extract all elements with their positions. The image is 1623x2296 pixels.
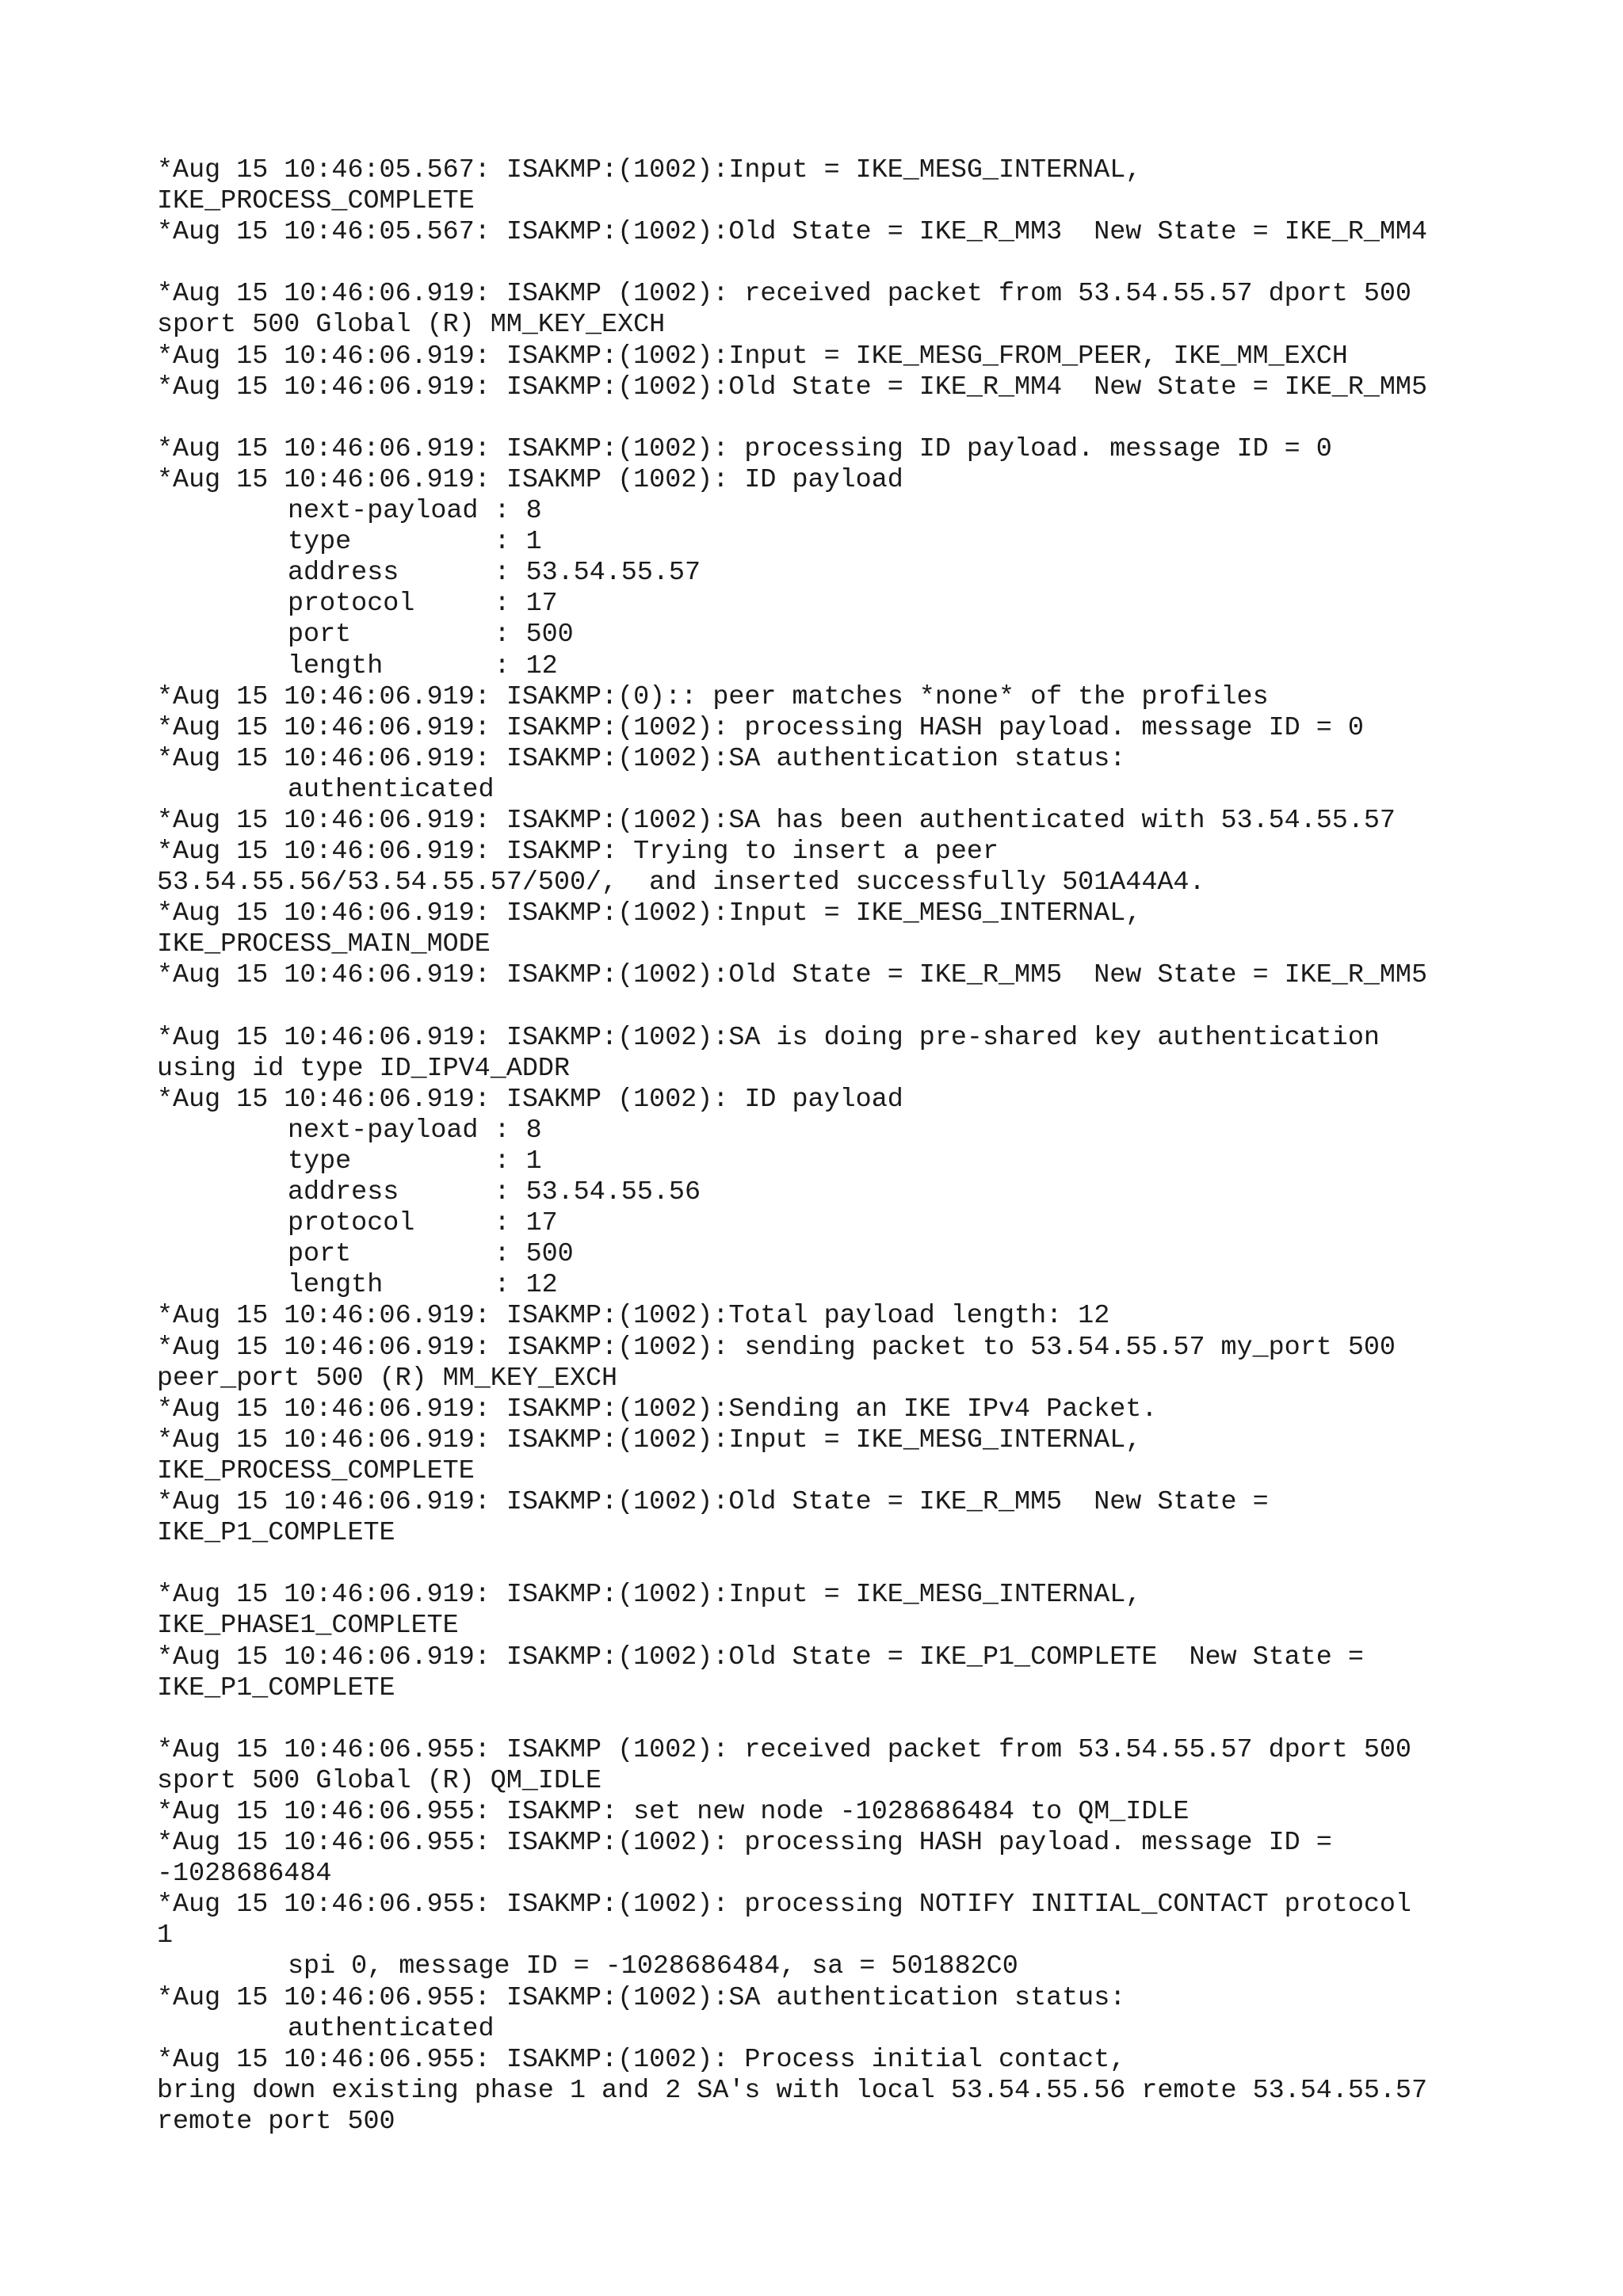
log-line: *Aug 15 10:46:06.955: ISAKMP:(1002): Process initial contact, — [157, 2044, 1126, 2075]
log-line: type : 1 — [288, 1146, 542, 1177]
blank-line — [157, 248, 1599, 279]
log-line: using id type ID_IPV4_ADDR — [157, 1053, 570, 1084]
log-line: *Aug 15 10:46:05.567: ISAKMP:(1002):Old State = IKE_R_MM3 New State = IKE_R_MM4 — [157, 217, 1428, 248]
blank-line — [157, 992, 1599, 1023]
log-line: IKE_PROCESS_COMPLETE — [157, 1455, 475, 1486]
log-line: next-payload : 8 — [288, 1115, 542, 1146]
log-line: *Aug 15 10:46:06.919: ISAKMP: Trying to insert a peer — [157, 837, 999, 868]
log-line: IKE_PHASE1_COMPLETE — [157, 1611, 459, 1642]
log-line: spi 0, message ID = -1028686484, sa = 501882C0 — [288, 1951, 1018, 1982]
log-line: 53.54.55.56/53.54.55.57/500/, and inserted successfully 501A44A4. — [157, 868, 1205, 898]
log-line: -1028686484 — [157, 1859, 332, 1890]
log-line: address : 53.54.55.57 — [288, 558, 701, 589]
log-line: *Aug 15 10:46:06.919: ISAKMP:(1002):Input = IKE_MESG_INTERNAL, — [157, 898, 1142, 929]
log-line: port : 500 — [288, 620, 574, 650]
log-line: sport 500 Global (R) MM_KEY_EXCH — [157, 310, 666, 341]
log-line: type : 1 — [288, 527, 542, 558]
log-line: *Aug 15 10:46:06.919: ISAKMP:(1002):Old State = IKE_R_MM5 New State = — [157, 1487, 1269, 1518]
log-line: IKE_PROCESS_COMPLETE — [157, 186, 475, 217]
log-line: *Aug 15 10:46:06.919: ISAKMP:(1002):Input = IKE_MESG_FROM_PEER, IKE_MM_EXCH — [157, 341, 1348, 372]
log-line: bring down existing phase 1 and 2 SA's with local 53.54.55.56 remote 53.54.55.57 — [157, 2075, 1428, 2106]
log-line: *Aug 15 10:46:06.919: ISAKMP:(1002):Old State = IKE_R_MM5 New State = IKE_R_MM5 — [157, 960, 1428, 991]
log-line: *Aug 15 10:46:06.919: ISAKMP:(1002): sending packet to 53.54.55.57 my_port 500 — [157, 1332, 1396, 1363]
blank-line — [157, 1704, 1599, 1735]
log-line: *Aug 15 10:46:06.955: ISAKMP (1002): received packet from 53.54.55.57 dport 500 — [157, 1734, 1411, 1765]
log-line: *Aug 15 10:46:06.919: ISAKMP:(1002):Sending an IKE IPv4 Packet. — [157, 1394, 1158, 1425]
blank-line — [157, 1549, 1599, 1580]
log-line: *Aug 15 10:46:06.919: ISAKMP:(1002):Total payload length: 12 — [157, 1301, 1110, 1332]
log-line: *Aug 15 10:46:06.919: ISAKMP:(1002):Input = IKE_MESG_INTERNAL, — [157, 1425, 1142, 1455]
log-line: remote port 500 — [157, 2106, 395, 2137]
log-line: address : 53.54.55.56 — [288, 1177, 701, 1208]
log-line: protocol : 17 — [288, 589, 558, 620]
log-line: next-payload : 8 — [288, 496, 542, 527]
debug-log — [157, 155, 1599, 2138]
log-line: *Aug 15 10:46:06.955: ISAKMP: set new node -1028686484 to QM_IDLE — [157, 1796, 1190, 1827]
blank-line — [157, 403, 1599, 434]
log-line: authenticated — [288, 2013, 495, 2044]
log-line: *Aug 15 10:46:06.955: ISAKMP:(1002): processing NOTIFY INITIAL_CONTACT protocol — [157, 1890, 1411, 1920]
log-line: *Aug 15 10:46:06.919: ISAKMP:(1002): processing ID payload. message ID = 0 — [157, 433, 1332, 464]
log-line: *Aug 15 10:46:06.955: ISAKMP:(1002):SA authentication status: — [157, 1982, 1126, 2013]
log-line: *Aug 15 10:46:06.955: ISAKMP:(1002): processing HASH payload. message ID = — [157, 1828, 1332, 1859]
log-line: protocol : 17 — [288, 1208, 558, 1239]
log-line: IKE_P1_COMPLETE — [157, 1518, 395, 1549]
log-line: *Aug 15 10:46:06.919: ISAKMP:(1002):SA is doing pre-shared key authentication — [157, 1022, 1380, 1053]
log-line: IKE_PROCESS_MAIN_MODE — [157, 929, 491, 960]
log-line: *Aug 15 10:46:05.567: ISAKMP:(1002):Input = IKE_MESG_INTERNAL, — [157, 155, 1142, 185]
log-line: length : 12 — [288, 1270, 558, 1301]
log-line: 1 — [157, 1920, 174, 1951]
log-line: *Aug 15 10:46:06.919: ISAKMP:(1002):Old State = IKE_P1_COMPLETE New State = — [157, 1642, 1364, 1672]
log-line: *Aug 15 10:46:06.919: ISAKMP:(1002):SA authentication status: — [157, 743, 1126, 774]
log-line: port : 500 — [288, 1239, 574, 1270]
log-line: *Aug 15 10:46:06.919: ISAKMP:(1002):SA has been authenticated with 53.54.55.57 — [157, 805, 1396, 836]
log-line: sport 500 Global (R) QM_IDLE — [157, 1765, 602, 1796]
log-line: *Aug 15 10:46:06.919: ISAKMP:(1002):Input = IKE_MESG_INTERNAL, — [157, 1580, 1142, 1611]
log-line: *Aug 15 10:46:06.919: ISAKMP:(1002):Old State = IKE_R_MM4 New State = IKE_R_MM5 — [157, 372, 1428, 402]
log-line: peer_port 500 (R) MM_KEY_EXCH — [157, 1363, 618, 1394]
log-line: IKE_P1_COMPLETE — [157, 1672, 395, 1703]
log-line: authenticated — [288, 774, 495, 805]
log-line: *Aug 15 10:46:06.919: ISAKMP (1002): ID payload — [157, 1084, 903, 1115]
log-line: *Aug 15 10:46:06.919: ISAKMP (1002): received packet from 53.54.55.57 dport 500 — [157, 279, 1411, 310]
log-line: *Aug 15 10:46:06.919: ISAKMP:(0):: peer matches *none* of the profiles — [157, 681, 1269, 712]
log-line: *Aug 15 10:46:06.919: ISAKMP (1002): ID payload — [157, 464, 903, 495]
log-line: length : 12 — [288, 650, 558, 681]
log-line: *Aug 15 10:46:06.919: ISAKMP:(1002): processing HASH payload. message ID = 0 — [157, 712, 1364, 743]
